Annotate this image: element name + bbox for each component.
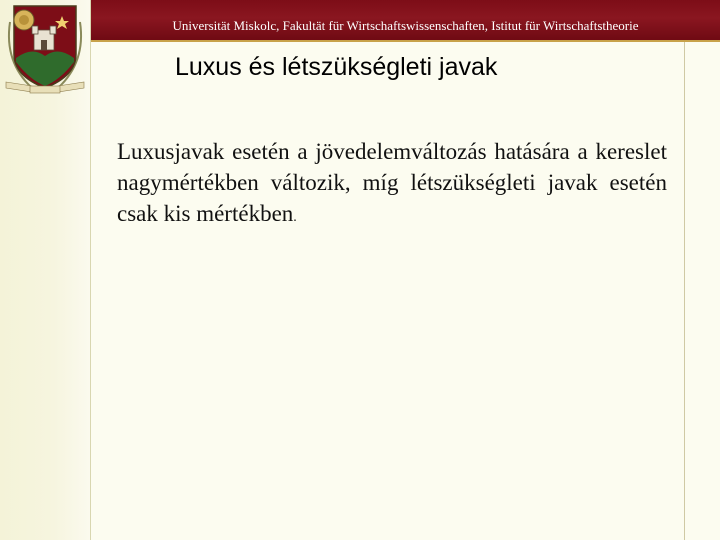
body-end-punctuation: . <box>293 210 297 225</box>
header-accent-line <box>91 40 720 42</box>
university-crest-icon <box>2 2 88 98</box>
right-divider <box>684 0 685 540</box>
slide-body-text <box>117 136 667 233</box>
institution-header: Universität Miskolc, Fakultät für Wirtschaftswissenschaften, Istitut für Wirtschaftstheorie <box>172 18 639 33</box>
body-main-text: Luxusjavak esetén a jövedelemváltozás hatására a kereslet nagymértékben változik, míg létszükségleti javak esetén csak kis mértékben <box>117 139 667 226</box>
left-divider <box>90 0 91 540</box>
slide-title: Luxus és létszükségleti javak <box>175 53 498 81</box>
